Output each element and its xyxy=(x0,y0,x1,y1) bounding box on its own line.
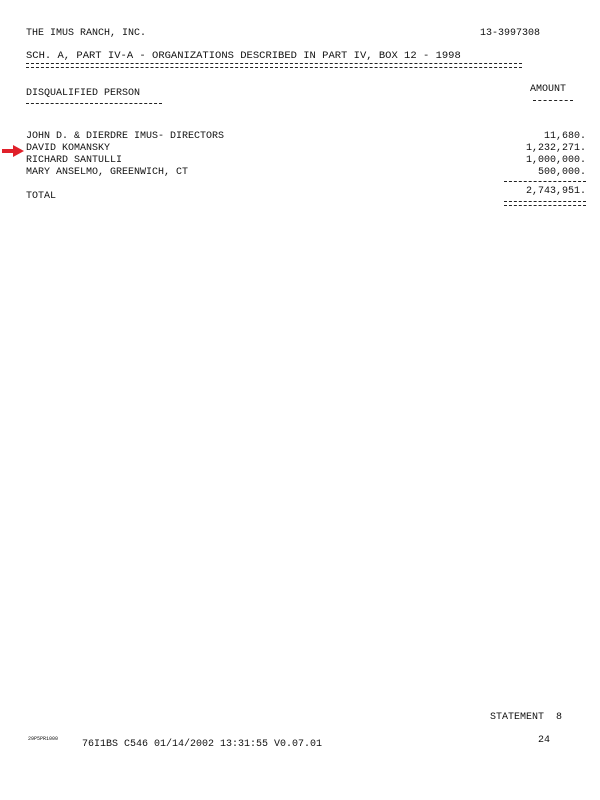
batch-timestamp: 76I1BS C546 01/14/2002 13:31:55 V0.07.01 xyxy=(82,739,323,750)
schedule-title: SCH. A, PART IV-A - ORGANIZATIONS DESCRIBED IN PART IV, BOX 12 - 1998 xyxy=(26,50,461,62)
column-header-amount: AMOUNT xyxy=(530,84,567,95)
column-header-amount-underline xyxy=(533,100,573,101)
table-row-person: RICHARD SANTULLI xyxy=(26,155,123,166)
table-row-amount: 500,000. xyxy=(537,167,586,178)
table-row-person: JOHN D. & DIERDRE IMUS- DIRECTORS xyxy=(26,131,225,142)
column-header-person: DISQUALIFIED PERSON xyxy=(26,88,141,99)
title-double-underline xyxy=(26,63,522,68)
total-label: TOTAL xyxy=(26,191,57,202)
ein-number: 13-3997308 xyxy=(480,28,541,39)
column-header-person-underline xyxy=(26,103,162,104)
table-row-person: DAVID KOMANSKY xyxy=(26,143,111,154)
subtotal-rule xyxy=(504,181,586,182)
table-row-amount: 1,232,271. xyxy=(525,143,586,154)
total-amount: 2,743,951. xyxy=(525,186,586,197)
small-batch-code: 29P5PR1000 xyxy=(28,736,59,742)
organization-name: THE IMUS RANCH, INC. xyxy=(26,28,147,39)
total-double-underline xyxy=(504,201,586,206)
statement-label: STATEMENT 8 xyxy=(490,712,563,723)
page-number: 24 xyxy=(538,735,551,746)
table-row-amount: 1,000,000. xyxy=(525,155,586,166)
table-row-person: MARY ANSELMO, GREENWICH, CT xyxy=(26,167,189,178)
table-row-amount: 11,680. xyxy=(543,131,586,142)
red-arrow-icon xyxy=(2,145,24,157)
